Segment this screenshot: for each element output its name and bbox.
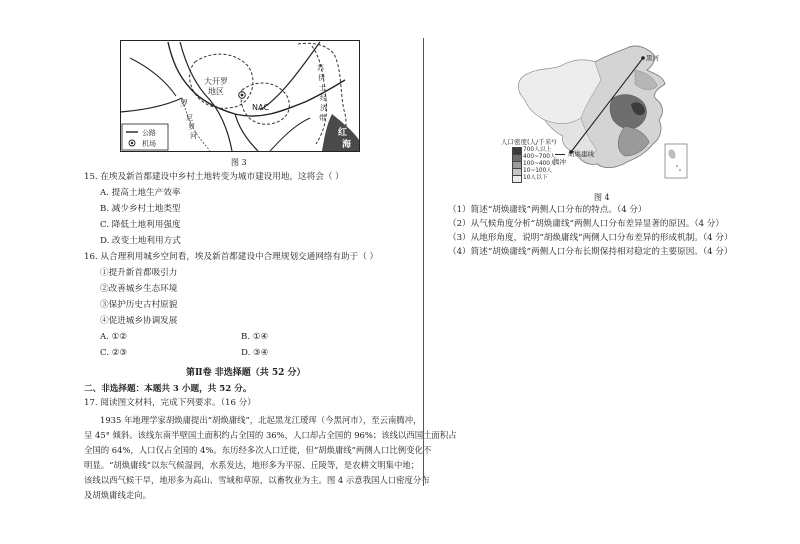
q17-material-line-6: 及胡焕庸线走向。 [84,490,151,500]
q16-item-2: ②改善城乡生态环境 [100,284,178,294]
hu-line-label: 胡焕庸线 [568,150,594,158]
q16-stem: 16. 从合理利用城乡空间看，埃及新首都建设中合理规划交通网络有助于（ ） [84,252,379,262]
q17-sub-3: （3）从地形角度，说明“胡焕庸线”两侧人口分布差异的形成机制。（4 分） [448,233,733,243]
section2-title: 第Ⅱ卷 非选择题（共 52 分） [186,368,306,378]
q17-stem: 17. 阅读图文材料，完成下列要求。（16 分） [84,398,256,408]
column-divider [423,38,424,486]
q17-sub-1: （1）简述“胡焕庸线”两侧人口分布的特点。（4 分） [448,205,647,215]
q15-option-a: A. 提高土地生产效率 [100,188,181,198]
legend-label: 400~700人 [523,154,556,160]
q15-option-c: C. 降低土地利用强度 [100,220,181,230]
q16-item-4: ④促进城乡协调发展 [100,316,178,326]
map3-label-suez1: 苏 [317,64,324,72]
map-figure-3 [120,40,360,152]
map4-legend-title: 人口密度(人/千米²) [501,138,557,146]
map3-legend-road: 公路 [142,129,156,137]
map3-label-suez6: 带 [319,114,326,122]
hu-line-symbol [555,154,565,155]
q17-material-line-1: 1935 年地理学家胡焕庸提出“胡焕庸线”，北起黑龙江瑷珲（今黑河市），至云南腾冲， [100,415,422,425]
legend-label: 700人以上 [523,147,552,153]
q16-item-3: ③保护历史古村原貌 [100,300,178,310]
figure4-caption: 图 4 [594,193,610,202]
map3-label-nile2: 罗 [188,123,195,131]
legend-label: 100~400人 [523,161,556,167]
q15-option-d: D. 改变土地利用方式 [100,236,181,246]
map3-label-red1: 红 [338,128,348,138]
q17-material-line-3: 全国的 64%，人口仅占全国的 4%。东历经多次人口迁徙，但“胡焕庸线”两侧人口比例变化不 [84,445,432,455]
q16-option-d: D. ③④ [241,348,269,358]
q15-stem: 15. 在埃及新首都建设中乡村土地转变为城市建设用地，这将会（ ） [84,172,344,182]
section2-subtitle: 二、非选择题：本题共 3 小题，共 52 分。 [84,384,252,394]
q17-material-line-2: 呈 45° 倾斜。该线东南半壁国土面积约占全国的 36%，人口却占全国的 96%；该线以西国土面积占 [84,430,457,440]
map3-label-cairo: 大开罗 [204,77,228,86]
map4-legend-row [512,174,592,182]
map3-label-suez2: 伊 [318,74,325,82]
map3-label-luo: 罗 [180,99,188,108]
map3-label-red2: 海 [342,140,352,150]
map3-label-suez3: 士 [319,84,326,92]
legend-swatch [512,175,522,183]
figure3-caption: 图 3 [231,158,247,167]
legend-label: 10人以下 [523,175,548,181]
map3-legend-airport: 机场 [142,140,156,148]
q16-item-1: ①提升新首都吸引力 [100,268,178,278]
legend-label: 10~100人 [523,168,553,174]
map3-label-suez5: 济 [320,104,327,112]
map4-hu-line-legend [555,150,615,160]
map3-label-cairo2: 地区 [208,87,224,96]
map3-label-nile1: 尼 [186,114,193,122]
map3-label-nile3: 河 [190,132,197,140]
map3-label-suez4: 经 [320,94,327,102]
map4-label-tengchong: 腾冲 [553,158,566,166]
map3-label-nac: NAC [252,103,269,112]
q17-material-line-5: 该线以西气候干旱，地形多为高山、雪域和草原，以畜牧业为主。图 4 示意我国人口密度分布 [84,475,430,485]
q17-sub-4: （4）简述“胡焕庸线”两侧人口分布长期保持相对稳定的主要原因。（4 分） [448,247,733,257]
q17-sub-2: （2）从气候角度分析“胡焕庸线”两侧人口分布差异显著的原因。（4 分） [448,219,724,229]
q17-material-line-4: 明显。“胡焕庸线”以东气候湿润，水系发达，地形多为平原、丘陵等，是农耕文明集中地； [84,460,420,470]
map4-label-heihe: 黑河 [646,54,659,62]
q16-option-c: C. ②③ [100,348,128,358]
q16-option-b: B. ①④ [241,332,269,342]
q15-option-b: B. 减少乡村土地类型 [100,204,181,214]
q16-option-a: A. ①② [100,332,128,342]
